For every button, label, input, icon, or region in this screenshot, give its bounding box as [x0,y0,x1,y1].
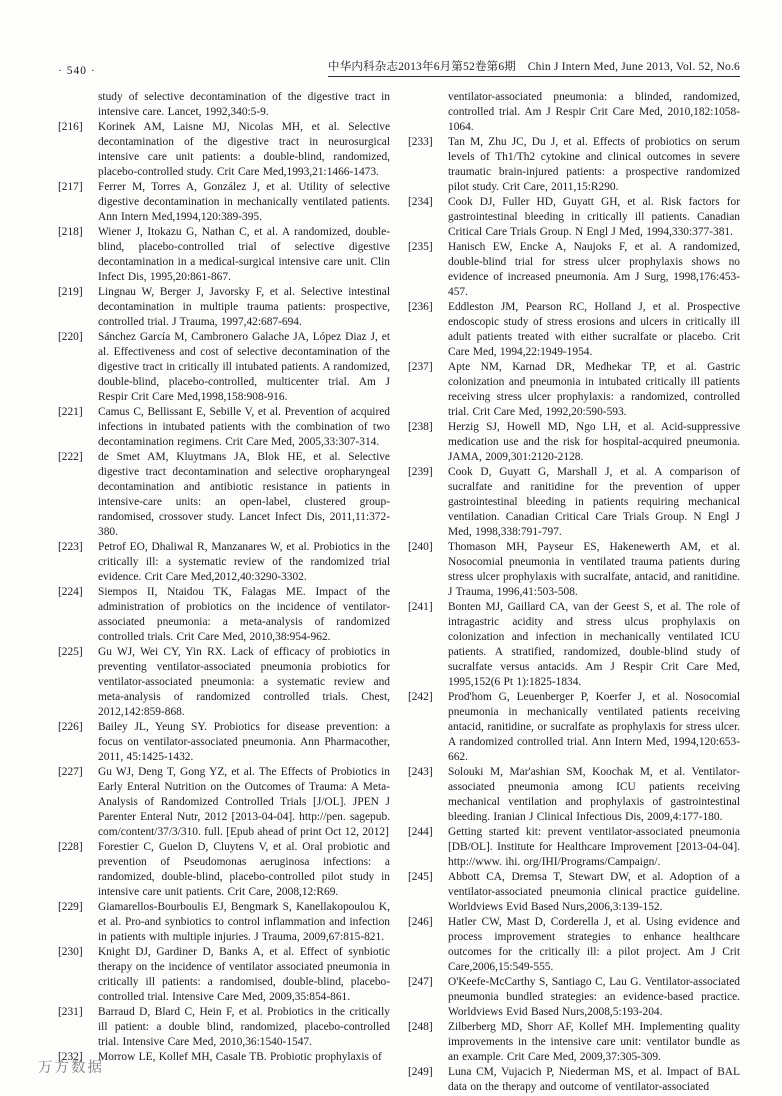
reference-text: Camus C, Bellissant E, Sebille V, et al. Prevention of acquired infections in intubated patients with the combination of two decontamination regimens. Crit Care Med, 2005,33:307-314. [98,406,390,448]
reference-text: Korinek AM, Laisne MJ, Nicolas MH, et al. Selective decontamination of the digestive tract in neurosurgical intensive care unit patients: a double-blind, randomized, placebo-controlled study. Crit Care Med,1993,21:1466-1473. [98,121,390,178]
reference-text: ventilator-associated pneumonia: a blinded, randomized, controlled trial. Am J Respir Crit Care Med, 2010,182:1058-1064. [448,91,740,133]
reference-text: Ferrer M, Torres A, González J, et al. Utility of selective digestive decontamination in mechanically ventilated patients. Ann Intern Med,1994,120:389-395. [98,181,390,223]
reference-text: Herzig SJ, Howell MD, Ngo LH, et al. Acid-suppressive medication use and the risk for hospital-acquired pneumonia. JAMA, 2009,301:2120-2128. [448,421,740,463]
reference-label: [216] [58,121,83,133]
reference-item [408,1065,740,1095]
reference-label: [226] [58,721,83,733]
reference-text: Forestier C, Guelon D, Cluytens V, et al. Oral probiotic and prevention of Pseudomonas aeruginosa infections: a randomized, double-blind, placebo-controlled pilot study in intensive care unit patients. Crit Care, 2008,12:R69. [98,841,390,898]
reference-text: Bonten MJ, Gaillard CA, van der Geest S, et al. The role of intragastric acidity and stress ulcus prophylaxis on colonization and infection in mechanically ventilated ICU patients. A stratified, randomized, double-blind study of sucralfate versus antacids. Am J Respir Crit Care Med, 1995,152(6 Pt 1):1825-1834. [448,601,740,688]
reference-item [408,870,740,915]
reference-item [58,450,390,540]
reference-label: [227] [58,766,83,778]
reference-text: Eddleston JM, Pearson RC, Holland J, et al. Prospective endoscopic study of stress erosions and ulcers in critically ill adult patients treated with either sucralfate or placebo. Crit Care Med, 1994,22:1949-1954. [448,301,740,358]
reference-text: Hatler CW, Mast D, Corderella J, et al. Using evidence and process improvement strategies to enhance healthcare outcomes for the critically ill: a pilot project. Am J Crit Care,2006,15:549-555. [448,916,740,973]
references-column-left [58,90,390,1095]
reference-label [408,90,448,135]
reference-label: [247] [408,976,433,988]
reference-text: study of selective decontamination of the digestive tract in intensive care. Lancet, 1992,340:5-9. [98,91,390,118]
reference-label: [237] [408,361,433,373]
reference-item [58,585,390,645]
references-column-right [408,90,740,1095]
reference-text: Thomason MH, Payseur ES, Hakenewerth AM, et al. Nosocomial pneumonia in ventilated trauma patients during stress ulcer prophylaxis with sucralfate, antacid, and ranitidine. J Trauma, 1996,41:503-508. [448,541,740,598]
reference-item [408,765,740,825]
reference-text: Lingnau W, Berger J, Javorsky F, et al. Selective intestinal decontamination in multiple trauma patients: prospective, controlled trial. J Trauma, 1997,42:687-694. [98,286,390,328]
reference-item [58,1050,390,1065]
reference-item [408,300,740,360]
reference-label: [222] [58,451,83,463]
reference-item [408,420,740,465]
reference-text: Petrof EO, Dhaliwal R, Manzanares W, et al. Probiotics in the critically ill: a systematic review of the randomized trial evidence. Crit Care Med,2012,40:3290-3302. [98,541,390,583]
reference-item [58,405,390,450]
wanfang-data-watermark: 万方数据 [38,1060,104,1076]
reference-item [408,195,740,240]
reference-label: [246] [408,916,433,928]
reference-item [58,645,390,720]
reference-item [58,180,390,225]
reference-label: [245] [408,871,433,883]
reference-label: [233] [408,136,433,148]
reference-label: [238] [408,421,433,433]
reference-label: [230] [58,946,83,958]
reference-item [58,1005,390,1050]
reference-text: Wiener J, Itokazu G, Nathan C, et al. A randomized, double-blind, placebo-controlled trial of selective digestive decontamination in a medical-surgical intensive care unit. Clin Infect Dis, 1995,20:861-867. [98,226,390,283]
reference-item [408,690,740,765]
reference-item [58,720,390,765]
reference-label: [242] [408,691,433,703]
reference-label: [241] [408,601,433,613]
reference-text: Giamarellos-Bourboulis EJ, Bengmark S, Kanellakopoulou K, et al. Pro-and synbiotics to control inflammation and infection in patients with multiple injuries. J Trauma, 2009,67:815-821. [98,901,390,943]
reference-item [58,840,390,900]
page-header [58,58,740,77]
reference-text: Gu WJ, Deng T, Gong YZ, et al. The Effects of Probiotics in Early Enteral Nutrition on the Outcomes of Trauma: A Meta-Analysis of Randomized Controlled Trials [J/OL]. JPEN J Parenter Enteral Nutr, 2012 [2013-04-04]. http://pen. sagepub. com/content/37/3/310. full. [Epub ahead of print Oct 12, 2012] [98,766,390,838]
reference-text: Knight DJ, Gardiner D, Banks A, et al. Effect of synbiotic therapy on the incidence of ventilator associated pneumonia in critically ill patients: a randomised, double-blind, placebo-controlled trial. Intensive Care Med, 2009,35:854-861. [98,946,390,1003]
reference-text: Gu WJ, Wei CY, Yin RX. Lack of efficacy of probiotics in preventing ventilator-associated pneumonia probiotics for ventilator-associated pneumonia: a systematic review and meta-analysis of randomized controlled trials. Chest, 2012,142:859-868. [98,646,390,718]
reference-item [408,240,740,300]
reference-label: [249] [408,1066,433,1078]
reference-label: [239] [408,466,433,478]
reference-label: [221] [58,406,83,418]
reference-text: Apte NM, Karnad DR, Medhekar TP, et al. Gastric colonization and pneumonia in intubated critically ill patients receiving stress ulcer prophylaxis: a randomized, controlled trial. Crit Care Med, 1992,20:590-593. [448,361,740,418]
reference-label: [240] [408,541,433,553]
reference-text: Solouki M, Mar'ashian SM, Koochak M, et al. Ventilator-associated pneumonia among ICU patients receiving mechanical ventilation and prophylaxis of gastrointestinal bleeding. Iranian J Clinical Infectious Dis, 2009,4:177-180. [448,766,740,823]
reference-label: [220] [58,331,83,343]
reference-item [408,465,740,540]
reference-text: Barraud D, Blard C, Hein F, et al. Probiotics in the critically ill patient: a double blind, randomized, placebo-controlled trial. Intensive Care Med, 2010,36:1540-1547. [98,1006,390,1048]
reference-label: [244] [408,826,433,838]
reference-label: [218] [58,226,83,238]
reference-item [58,90,390,120]
reference-text: Getting started kit: prevent ventilator-associated pneumonia [DB/OL]. Institute for Healthcare Improvement [2013-04-04]. http://www. ihi. org/IHI/Programs/Campaign/. [448,826,740,868]
reference-text: Sánchez García M, Cambronero Galache JA, López Diaz J, et al. Effectiveness and cost of selective decontamination of the digestive tract in critically ill intubated patients. A randomized, double-blind, placebo-controlled, multicenter trial. Am J Respir Crit Care Med,1998,158:908-916. [98,331,390,403]
reference-item [58,285,390,330]
reference-label: [232] [58,1051,83,1063]
reference-label: [236] [408,301,433,313]
reference-text: Bailey JL, Yeung SY. Probiotics for disease prevention: a focus on ventilator-associated pneumonia. Ann Pharmacother, 2011, 45:1425-1432. [98,721,390,763]
reference-item [408,825,740,870]
reference-text: Morrow LE, Kollef MH, Casale TB. Probiotic prophylaxis of [98,1051,382,1063]
reference-text: Hanisch EW, Encke A, Naujoks F, et al. A randomized, double-blind trial for stress ulcer prophylaxis shows no evidence of increased pneumonia. Am J Surg, 1998,176:453-457. [448,241,740,298]
reference-label: [219] [58,286,83,298]
reference-text: Abbott CA, Dremsa T, Stewart DW, et al. Adoption of a ventilator-associated pneumonia clinical practice guideline. Worldviews Evid Based Nurs,2006,3:139-152. [448,871,740,913]
reference-text: Cook DJ, Fuller HD, Guyatt GH, et al. Risk factors for gastrointestinal bleeding in critically ill patients. Canadian Critical Care Trials Group. N Engl J Med, 1994,330:377-381. [448,196,740,238]
reference-item [408,1020,740,1065]
reference-item [408,600,740,690]
reference-item [58,540,390,585]
reference-item [408,540,740,600]
journal-citation-header: 中华内科杂志2013年6月第52卷第6期 Chin J Intern Med, June 2013, Vol. 52, No.6 [328,58,740,77]
reference-label: [243] [408,766,433,778]
reference-item [58,945,390,1005]
page-number: · 540 · [58,65,96,77]
reference-item [58,330,390,405]
reference-label: [224] [58,586,83,598]
reference-text: Zilberberg MD, Shorr AF, Kollef MH. Implementing quality improvements in the intensive care unit: ventilator bundle as an example. Crit Care Med, 2009,37:305-309. [448,1021,740,1063]
reference-label: [235] [408,241,433,253]
reference-label: [234] [408,196,433,208]
reference-text: Tan M, Zhu JC, Du J, et al. Effects of probiotics on serum levels of Th1/Th2 cytokine and clinical outcomes in severe traumatic brain-injured patients: a prospective randomized pilot study. Crit Care, 2011,15:R290. [448,136,740,193]
reference-item [408,90,740,135]
reference-label: [225] [58,646,83,658]
reference-text: Cook D, Guyatt G, Marshall J, et al. A comparison of sucralfate and ranitidine for the prevention of upper gastrointestinal bleeding in patients requiring mechanical ventilation. Canadian Critical Care Trials Group. N Engl J Med, 1998,338:791-797. [448,466,740,538]
reference-item [408,915,740,975]
reference-text: de Smet AM, Kluytmans JA, Blok HE, et al. Selective digestive tract decontamination and selective oropharyngeal decontamination and antibiotic resistance in patients in intensive-care units: an open-label, clustered group-randomised, crossover study. Lancet Infect Dis, 2011,11:372-380. [98,451,390,538]
reference-label: [223] [58,541,83,553]
reference-item [58,225,390,285]
reference-text: Prod'hom G, Leuenberger P, Koerfer J, et al. Nosocomial pneumonia in mechanically ventilated patients receiving antacid, ranitidine, or sucralfate as prophylaxis for stress ulcer. A randomized controlled trial. Ann Intern Med, 1994,120:653-662. [448,691,740,763]
reference-label: [229] [58,901,83,913]
reference-label: [217] [58,181,83,193]
reference-text: Siempos II, Ntaidou TK, Falagas ME. Impact of the administration of probiotics on the incidence of ventilator-associated pneumonia: a meta-analysis of randomized controlled trials. Crit Care Med, 2010,38:954-962. [98,586,390,643]
reference-list [58,90,740,1095]
reference-label: [248] [408,1021,433,1033]
reference-text: Luna CM, Vujacich P, Niederman MS, et al. Impact of BAL data on the therapy and outcome of ventilator-associated [448,1066,740,1093]
reference-label: [231] [58,1006,83,1018]
reference-item [58,900,390,945]
reference-item [58,120,390,180]
reference-item [58,765,390,840]
reference-text: O'Keefe-McCarthy S, Santiago C, Lau G. Ventilator-associated pneumonia bundled strategies: an evidence-based practice. Worldviews Evid Based Nurs,2008,5:193-204. [448,976,740,1018]
reference-item [408,975,740,1020]
reference-label [58,90,98,120]
reference-item [408,135,740,195]
reference-item [408,360,740,420]
reference-label: [228] [58,841,83,853]
